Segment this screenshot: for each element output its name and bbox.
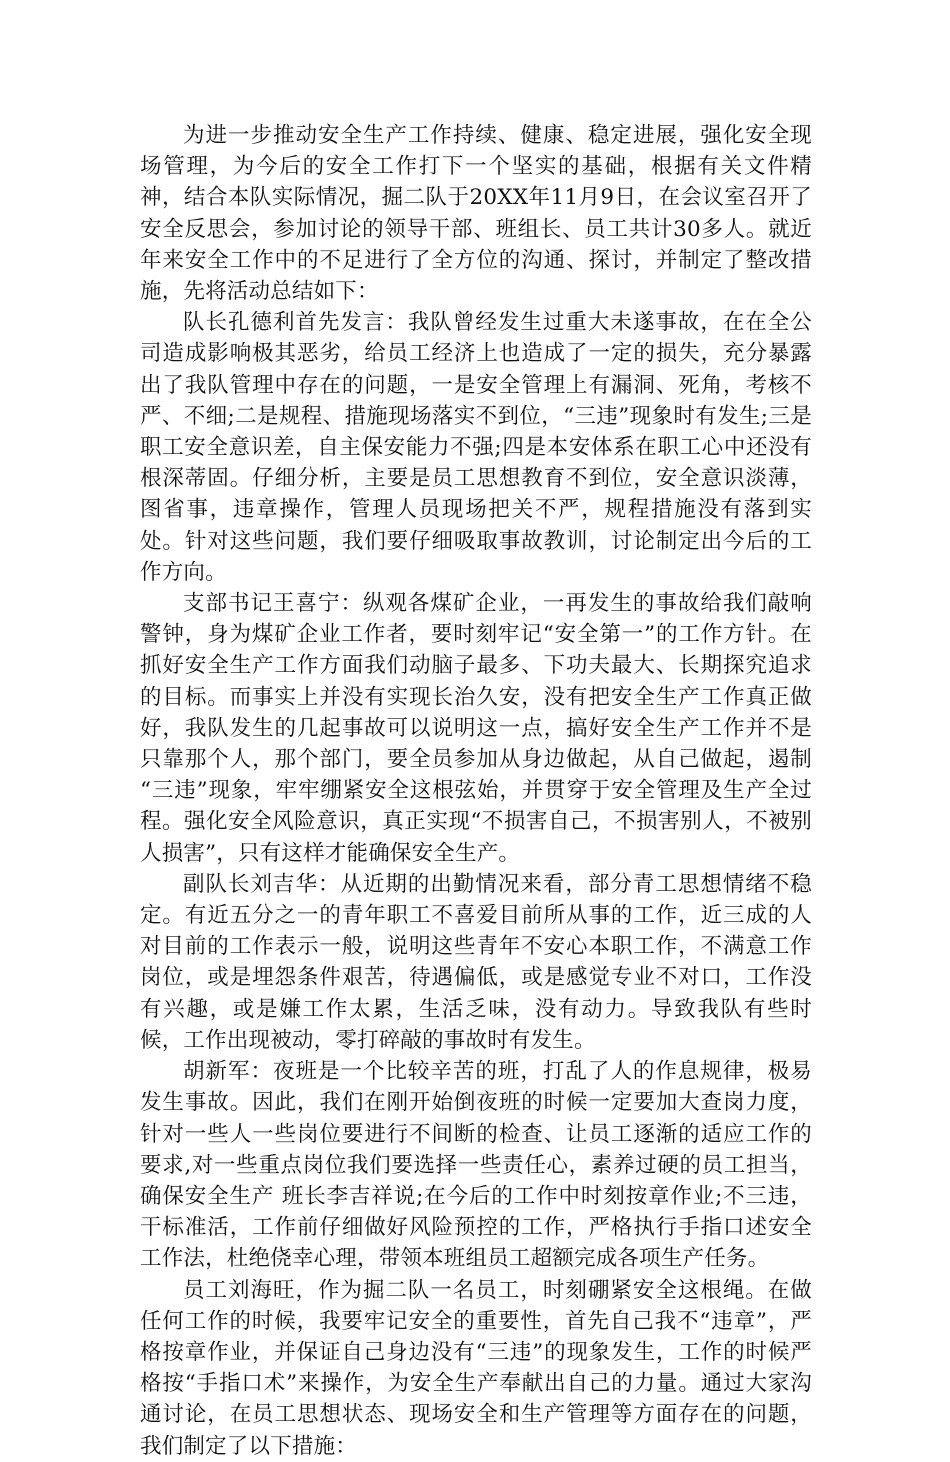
- secretary-speech-paragraph: 支部书记王喜宁：纵观各煤矿企业，一再发生的事故给我们敲响警钟，身为煤矿企业工作者，要时刻牢记“安全第一”的工作方针。在抓好安全生产工作方面我们动脑子最多、下功夫最大、长期探究追求的目标。而事实上并没有实现长治久安，没有把安全生产工作真正做好，我队发生的几起事故可以说明这一点，搞好安全生产工作并不是只靠那个人，那个部门，要全员参加从身边做起，从自己做起，遏制 “三违”现象，牢牢绷紧安全这根弦始，并贯穿于安全管理及生产全过程。强化安全风险意识，真正实现“不损害自己，不损害别人，不被别人损害”，只有这样才能确保安全生产。: [140, 591, 812, 866]
- intro-paragraph: 为进一步推动安全生产工作持续、健康、稳定进展，强化安全现场管理，为今后的安全工作打下一个坚实的基础，根据有关文件精神，结合本队实际情况，掘二队于20XX年11月9日，在会议室召开了安全反思会，参加讨论的领导干部、班组长、员工共计30多人。就近年来安全工作中的不足进行了全方位的沟通、探讨，并制定了整改措施，先将活动总结如下：: [140, 123, 812, 305]
- deputy-captain-speech-paragraph: 副队长刘吉华：从近期的出勤情况来看，部分青工思想情绪不稳定。有近五分之一的青年职工不喜爱目前所从事的工作，近三成的人对目前的工作表示一般，说明这些青年不安心本职工作，不满意工作岗位，或是埋怨条件艰苦，待遇偏低，或是感觉专业不对口，工作没有兴趣，或是嫌工作太累，生活乏味，没有动力。导致我队有些时候，工作出现被动，零打碎敲的事故时有发生。: [140, 871, 812, 1053]
- document-page: [140, 120, 812, 1462]
- employee-speech-paragraph: 员工刘海旺，作为掘二队一名员工，时刻硼紧安全这根绳。在做任何工作的时候，我要牢记安全的重要性，首先自己我不“违章”，严格按章作业，并保证自己身边没有“三违”的现象发生，工作的时候严格按“手指口术”来操作，为安全生产奉献出自己的力量。通过大家沟通讨论，在员工思想状态、现场安全和生产管理等方面存在的问题，我们制定了以下措施：: [140, 1277, 812, 1459]
- captain-speech-paragraph: 队长孔德利首先发言：我队曾经发生过重大未遂事故，在在全公司造成影响极其恶劣，给员工经济上也造成了一定的损失，充分暴露出了我队管理中存在的问题，一是安全管理上有漏洞、死角，考核不严、不细;二是规程、措施现场落实不到位，“三违”现象时有发生;三是职工安全意识差，自主保安能力不强;四是本安体系在职工心中还没有根深蒂固。仔细分析，主要是员工思想教育不到位，安全意识淡薄，图省事，违章操作，管理人员现场把关不严，规程措施没有落到实处。针对这些问题，我们要仔细吸取事故教训，讨论制定出今后的工作方向。: [140, 310, 812, 585]
- hu-xinjun-speech-paragraph: 胡新军：夜班是一个比较辛苦的班，打乱了人的作息规律，极易发生事故。因此，我们在刚开始倒夜班的时候一定要加大查岗力度，针对一些人一些岗位要进行不间断的检查、让员工逐渐的适应工作的要求,对一些重点岗位我们要选择一些责任心，素养过硬的员工担当，确保安全生产 班长李吉祥说;在今后的工作中时刻按章作业;不三违，干标准活，工作前仔细做好风险预控的工作，严格执行手指口述安全工作法，杜绝侥幸心理，带领本班组员工超额完成各项生产任务。: [140, 1059, 812, 1272]
